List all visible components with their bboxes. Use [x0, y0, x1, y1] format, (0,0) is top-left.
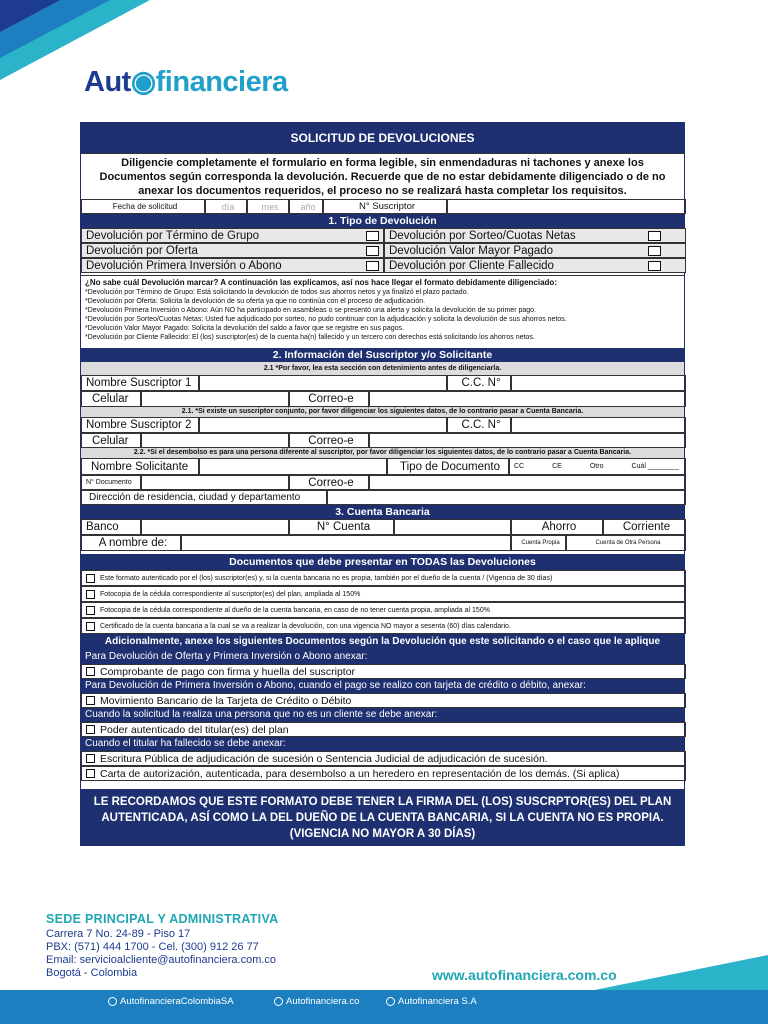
phone1-label: Celular — [81, 391, 141, 407]
doc-opt-other[interactable]: Otro — [589, 463, 604, 470]
holder-label: A nombre de: — [81, 535, 181, 551]
doc-item-text: Fotocopia de la cédula correspondiente al suscriptor(es) del plan, ampliada al 150% — [100, 590, 361, 598]
section1-title: 1. Tipo de Devolución — [81, 214, 684, 228]
own-account-option[interactable]: Cuenta Propia — [511, 535, 566, 551]
phone2-field[interactable] — [141, 433, 289, 448]
help-line: *Devolución Primera Inversión o Abono: Aún NO ha participado en asambleas o se presentó una alerta y solicita la devolución de su primer pago. — [85, 307, 536, 314]
social-label: AutofinancieraColombiaSA — [120, 996, 234, 1007]
header-non-client: Cuando la solicitud la realiza una persona que no es un cliente se debe anexar: — [81, 708, 684, 722]
header-first-investment: Para Devolución de Primera Inversión o Abono, cuando el pago se realizo con tarjeta de crédito o débito, anexar: — [81, 679, 684, 693]
type-label: Devolución por Cliente Fallecido — [389, 259, 554, 272]
holder-field[interactable] — [181, 535, 511, 551]
footer-city: Bogotá - Colombia — [46, 967, 138, 979]
website-link[interactable]: www.autofinanciera.com.co — [432, 967, 617, 983]
cc2-label: C.C. N° — [447, 417, 511, 433]
reminder-box: LE RECORDAMOS QUE ESTE FORMATO DEBE TENER LA FIRMA DEL (LOS) SUSCRPTOR(ES) DEL PLAN AUTENTICADA, ASÍ COMO LA DEL DUEÑO DE LA CUENTA BANCARIA, SI LA CUENTA NO ES PROPIA. (VIGENCIA NO MAYOR A 30 DÍAS) — [81, 789, 684, 846]
bank-field[interactable] — [141, 519, 289, 535]
date-month-field[interactable]: mes — [247, 199, 289, 214]
footer-phone: PBX: (571) 444 1700 - Cel. (300) 912 26 77 — [46, 941, 259, 953]
help-line: *Devolución por Sorteo/Cuotas Netas: Usted fue adjudicado por sorteo, no pudo continuar con la adjudicación y solicita la devolución de sus ahorros netos. — [85, 316, 567, 323]
item-receipt[interactable] — [81, 664, 686, 679]
type-label: Devolución por Término de Grupo — [86, 229, 260, 242]
item-letter[interactable] — [81, 766, 686, 781]
checkbox[interactable] — [86, 574, 95, 583]
doc-type-label: Tipo de Documento — [387, 458, 509, 475]
footer-email[interactable]: Email: servicioalcliente@autofinanciera.com.co — [46, 954, 277, 966]
doc-opt-which[interactable]: Cuál ________ — [631, 463, 679, 470]
doc-no-field[interactable] — [141, 475, 289, 490]
brand-logo: Aut◉financiera — [84, 66, 288, 98]
checkbox[interactable] — [366, 246, 379, 256]
email3-label: Correo-e — [289, 475, 369, 490]
account-no-label: N° Cuenta — [289, 519, 394, 535]
help-line: *Devolución por Término de Grupo: Está solicitando la devolución de todos sus ahorros netos y ya finalizó el plazo pactado. — [85, 289, 469, 296]
item-text: Carta de autorización, autenticada, para desembolso a un heredero en representación de los demás. (Si aplica) — [100, 767, 620, 780]
phone1-field[interactable] — [141, 391, 289, 407]
checkbox[interactable] — [86, 754, 95, 763]
address-label: Dirección de residencia, ciudad y departamento — [81, 490, 327, 505]
doc-item-text: Certificado de la cuenta bancaria a la cual se va a realizar la devolución, con una vigencia NO mayor a sesenta (60) días calendario. — [100, 622, 511, 630]
type-label: Devolución por Sorteo/Cuotas Netas — [389, 229, 576, 242]
doc-item-text: Este formato autenticado por el (los) suscriptor(es) y, si la cuenta bancaria no es propia, también por el dueño de la cuenta / (Vigencia de 30 días) — [100, 574, 553, 582]
type-draw-option[interactable] — [384, 228, 686, 243]
facebook-link[interactable] — [108, 996, 234, 1007]
header-offer: Para Devolución de Oferta y Primera Inversión o Abono anexar: — [81, 650, 684, 664]
item-deed[interactable] — [81, 751, 686, 766]
subscriber-no-field[interactable] — [447, 199, 686, 214]
email1-field[interactable] — [369, 391, 686, 407]
type-label: Devolución Valor Mayor Pagado — [389, 244, 554, 257]
footer-title: SEDE PRINCIPAL Y ADMINISTRATIVA — [46, 912, 279, 926]
footer-address: Carrera 7 No. 24-89 - Piso 17 — [46, 928, 191, 940]
type-overpaid-option[interactable] — [384, 243, 686, 258]
form-title: SOLICITUD DE DEVOLUCIONES — [81, 123, 684, 153]
item-text: Escritura Pública de adjudicación de sucesión o Sentencia Judicial de adjudicación de sucesión. — [100, 752, 548, 765]
doc-no-label: N° Documento — [81, 475, 141, 490]
date-day-field[interactable]: día — [205, 199, 247, 214]
type-term-option[interactable] — [81, 228, 384, 243]
email1-label: Correo-e — [289, 391, 369, 407]
checkbox[interactable] — [86, 769, 95, 778]
doc-item[interactable] — [81, 602, 686, 618]
docs-title: Documentos que debe presentar en TODAS las Devoluciones — [81, 554, 684, 570]
social-label: Autofinanciera S.A — [398, 996, 477, 1007]
item-bank-statement[interactable] — [81, 693, 686, 708]
whatsapp-link[interactable] — [386, 996, 477, 1007]
type-offer-option[interactable] — [81, 243, 384, 258]
type-deceased-option[interactable] — [384, 258, 686, 273]
help-title: ¿No sabe cuál Devolución marcar? A continuación las explicamos, así nos hace llegar el formato debidamente diligenciado: — [85, 278, 557, 287]
whatsapp-icon — [386, 997, 395, 1006]
date-label: Fecha de solicitud — [81, 199, 205, 214]
joint-note: 2.1. *Si existe un suscriptor conjunto, por favor diligenciar los siguientes datos, de lo contrario pasar a Cuenta Bancaria. — [81, 407, 684, 417]
logo-globe-icon: ◉ — [130, 66, 156, 98]
instagram-icon — [274, 997, 283, 1006]
other-account-option[interactable]: Cuenta de Otra Persona — [566, 535, 686, 551]
doc-item-text: Fotocopia de la cédula correspondiente al dueño de la cuenta bancaria, en caso de no tener cuenta propia, ampliada al 150% — [100, 606, 490, 614]
other-note: 2.2. *Si el desembolso es para una persona diferente al suscriptor, por favor diligenciar los siguientes datos, de lo contrario pasar a Cuenta Bancaria. — [81, 448, 684, 458]
checkbox[interactable] — [366, 231, 379, 241]
instagram-link[interactable] — [274, 996, 359, 1007]
doc-item[interactable] — [81, 618, 686, 634]
doc-item[interactable] — [81, 586, 686, 602]
checkbox[interactable] — [86, 590, 95, 599]
return-type-grid — [81, 228, 684, 274]
cc2-field[interactable] — [511, 417, 686, 433]
cc1-field[interactable] — [511, 375, 686, 391]
email2-label: Correo-e — [289, 433, 369, 448]
section2-title: 2. Información del Suscriptor y/o Solicitante — [81, 348, 684, 362]
name2-field[interactable] — [199, 417, 447, 433]
checkbox[interactable] — [648, 231, 661, 241]
doc-item[interactable] — [81, 570, 686, 586]
type-label: Devolución Primera Inversión o Abono — [86, 259, 282, 272]
doc-opt-ce[interactable]: CE — [552, 463, 562, 470]
type-label: Devolución por Oferta — [86, 244, 198, 257]
help-line: *Devolución por Cliente Fallecido: El (los) suscriptor(es) de la cuenta ha(n) fallecido y un tercero con derechos está solicitando los ahorros netos. — [85, 334, 535, 341]
section3-title: 3. Cuenta Bancaria — [81, 505, 684, 519]
subscriber-no-label: N° Suscriptor — [323, 199, 447, 214]
email2-field[interactable] — [369, 433, 686, 448]
item-power[interactable] — [81, 722, 686, 737]
name1-label: Nombre Suscriptor 1 — [81, 375, 199, 391]
cc1-label: C.C. N° — [447, 375, 511, 391]
checkbox[interactable] — [86, 696, 95, 705]
checkbox[interactable] — [86, 622, 95, 631]
doc-type-options[interactable] — [509, 458, 686, 475]
date-row — [81, 199, 684, 214]
checkbox[interactable] — [366, 261, 379, 271]
extra-docs-title: Adicionalmente, anexe los siguientes Documentos según la Devolución que este solicitando o el caso que le aplique — [81, 634, 684, 650]
section2-note: 2.1 *Por favor, lea esta sección con detenimiento antes de diligenciarla. — [81, 362, 684, 375]
name1-field[interactable] — [199, 375, 447, 391]
applicant-label: Nombre Solicitante — [81, 458, 199, 475]
help-line: *Devolución Valor Mayor Pagado: Solicita la devolución del saldo a favor que se registre en sus pagos. — [85, 325, 404, 332]
item-text: Poder autenticado del titular(es) del plan — [100, 723, 289, 736]
form-intro: Diligencie completamente el formulario en forma legible, sin enmendaduras ni tachones y anexe los Documentos según corresponda la devolución. Recuerde que de no estar debidamente diligenciado o de no anexar los documentos requeridos, el proceso no se realizará hasta completar los requisitos. — [81, 153, 684, 199]
address-field[interactable] — [327, 490, 686, 505]
name2-label: Nombre Suscriptor 2 — [81, 417, 199, 433]
email3-field[interactable] — [369, 475, 686, 490]
checking-option[interactable]: Corriente — [603, 519, 686, 535]
header-deceased: Cuando el titular ha fallecido se debe anexar: — [81, 737, 684, 751]
bank-label: Banco — [81, 519, 141, 535]
checkbox[interactable] — [648, 246, 661, 256]
type-first-investment-option[interactable] — [81, 258, 384, 273]
request-form — [80, 122, 685, 846]
phone2-label: Celular — [81, 433, 141, 448]
savings-option[interactable]: Ahorro — [511, 519, 603, 535]
help-box — [81, 275, 684, 348]
facebook-icon — [108, 997, 117, 1006]
date-year-field[interactable]: año — [289, 199, 323, 214]
checkbox[interactable] — [648, 261, 661, 271]
social-label: Autofinanciera.co — [286, 996, 360, 1007]
checkbox[interactable] — [86, 725, 95, 734]
applicant-field[interactable] — [199, 458, 387, 475]
item-text: Movimiento Bancario de la Tarjeta de Crédito o Débito — [100, 694, 352, 707]
item-text: Comprobante de pago con firma y huella del suscriptor — [100, 665, 356, 678]
account-no-field[interactable] — [394, 519, 511, 535]
help-line: *Devolución por Oferta: Solicita la devolución de su oferta ya que no continúa con el proceso de adjudicación. — [85, 298, 426, 305]
checkbox[interactable] — [86, 606, 95, 615]
checkbox[interactable] — [86, 667, 95, 676]
doc-opt-cc[interactable]: CC — [514, 463, 525, 470]
